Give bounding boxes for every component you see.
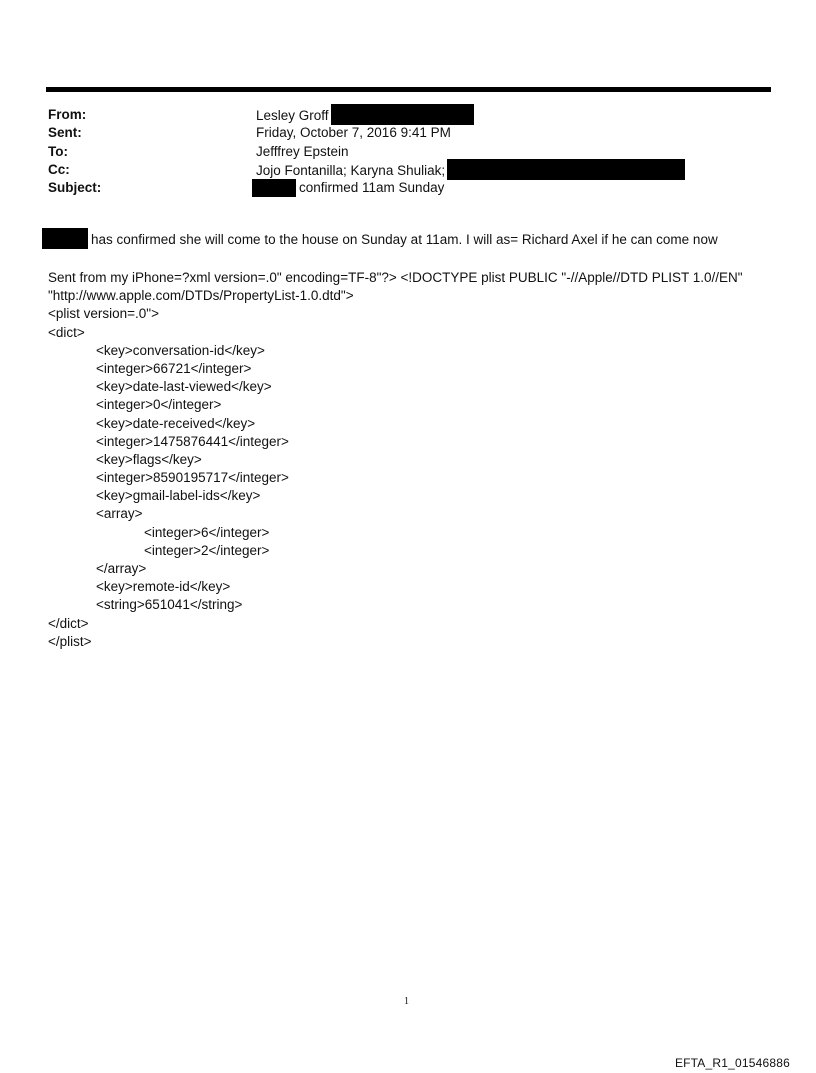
page-number: 1 bbox=[404, 996, 409, 1007]
header-rule bbox=[46, 87, 771, 92]
plist-line: <key>conversation-id</key> bbox=[96, 342, 265, 358]
subject-value bbox=[256, 179, 444, 197]
plist-line: </dict> bbox=[48, 615, 89, 631]
plist-line: <array> bbox=[96, 506, 143, 522]
plist-line: <integer>0</integer> bbox=[96, 397, 222, 413]
plist-line: <integer>8590195717</integer> bbox=[96, 470, 289, 486]
sent-label: Sent: bbox=[48, 125, 82, 141]
redaction-block bbox=[447, 159, 685, 180]
plist-line: <key>flags</key> bbox=[96, 451, 202, 467]
redaction-block bbox=[252, 179, 296, 197]
signature-line: Sent from my iPhone=?xml version=.0" encoding=TF-8"?> <!DOCTYPE plist PUBLIC "-//Apple//DTD PLIST 1.0//EN" bbox=[48, 270, 743, 285]
cc-names: Jojo Fontanilla; Karyna Shuliak; bbox=[256, 162, 446, 178]
subject-label: Subject: bbox=[48, 180, 102, 196]
redaction-block bbox=[331, 104, 474, 125]
plist-line: <integer>66721</integer> bbox=[96, 360, 252, 376]
plist-line: </array> bbox=[96, 561, 147, 576]
from-label: From: bbox=[48, 107, 87, 122]
subject-text: confirmed 11am Sunday bbox=[299, 180, 445, 196]
plist-line: <integer>1475876441</integer> bbox=[96, 433, 289, 449]
message-signature bbox=[48, 269, 768, 651]
plist-line: <key>remote-id</key> bbox=[96, 579, 231, 595]
plist-line: <string>651041</string> bbox=[96, 597, 243, 613]
plist-line: <plist version=.0"> bbox=[48, 306, 159, 322]
sender-name: Lesley Groff bbox=[256, 108, 329, 124]
cc-label: Cc: bbox=[48, 161, 70, 177]
message-body-text: has confirmed she will come to the house on Sunday at 11am. I will as= Richard Axel if he can come now bbox=[91, 232, 718, 248]
sent-value: Friday, October 7, 2016 9:41 PM bbox=[256, 125, 451, 141]
plist-line: <key>gmail-label-ids</key> bbox=[96, 488, 261, 504]
document-id: EFTA_R1_01546886 bbox=[674, 1056, 790, 1070]
message-body bbox=[42, 230, 718, 251]
plist-line: <key>date-last-viewed</key> bbox=[96, 379, 272, 395]
to-label: To: bbox=[48, 143, 68, 159]
plist-line: <key>date-received</key> bbox=[96, 415, 256, 431]
signature-line: "http://www.apple.com/DTDs/PropertyList-1.0.dtd"> bbox=[48, 288, 354, 304]
plist-line: <integer>6</integer> bbox=[144, 524, 270, 540]
redaction-block bbox=[42, 228, 88, 249]
plist-line: <dict> bbox=[48, 324, 85, 340]
to-value: Jefffrey Epstein bbox=[256, 143, 349, 159]
plist-line: <integer>2</integer> bbox=[144, 542, 270, 558]
plist-line: </plist> bbox=[48, 633, 92, 649]
